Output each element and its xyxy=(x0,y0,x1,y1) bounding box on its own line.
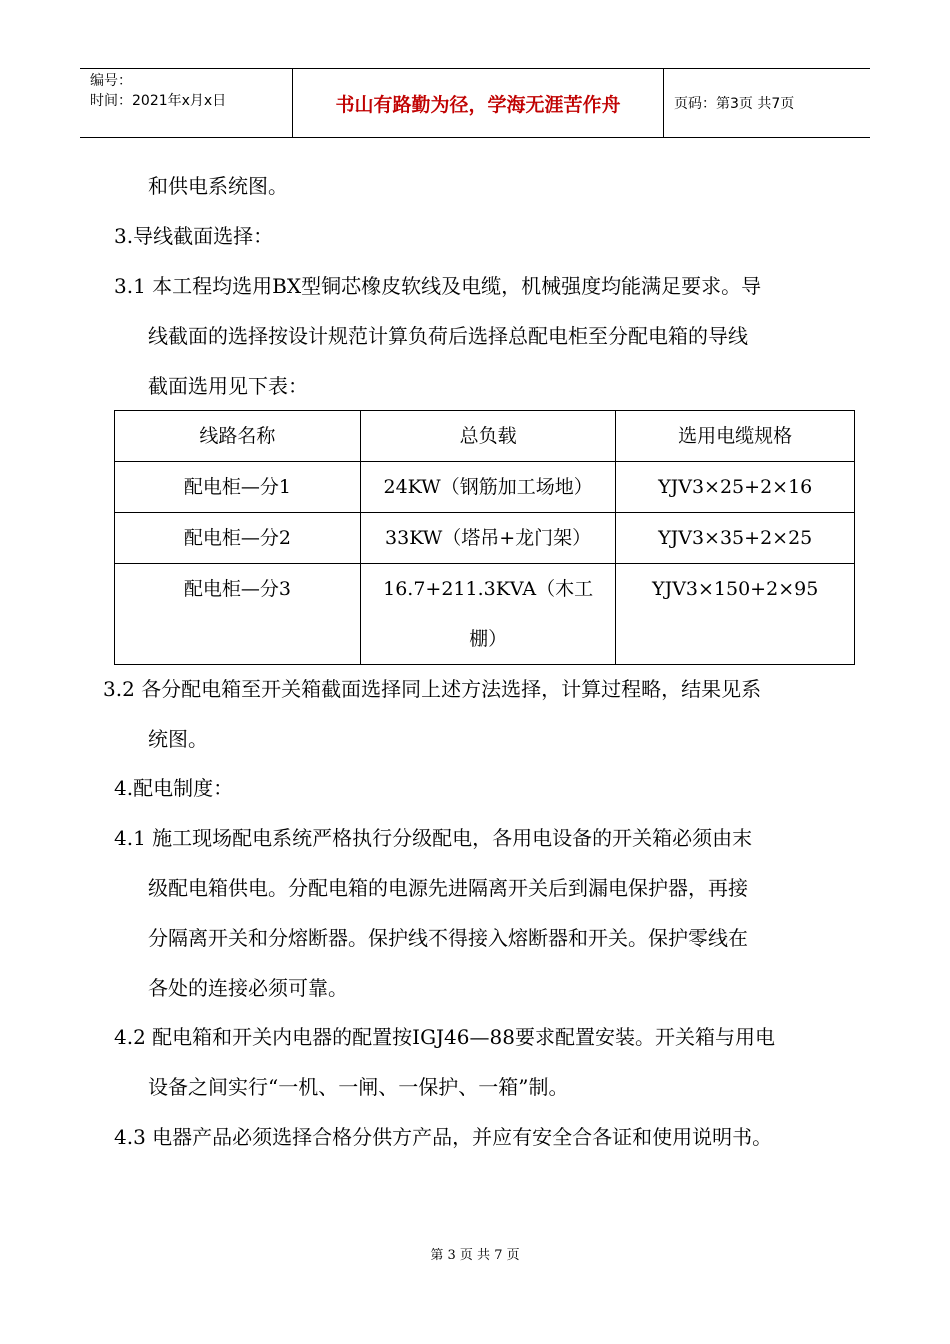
text-line: 分隔离开关和分熔断器。保护线不得接入熔断器和开关。保护零线在 xyxy=(148,926,748,950)
table-cell: YJV3×150+2×95 xyxy=(616,564,855,665)
text-line: 3.1 本工程均选用BX型铜芯橡皮软线及电缆，机械强度均能满足要求。导 xyxy=(114,274,762,298)
text-line: 4.1 施工现场配电系统严格执行分级配电，各用电设备的开关箱必须由末 xyxy=(114,826,753,850)
table-cell: 24KW（钢筋加工场地） xyxy=(360,462,615,513)
document-number-label: 编号： xyxy=(90,73,132,89)
text-line: 级配电箱供电。分配电箱的电源先进隔离开关后到漏电保护器，再接 xyxy=(148,876,748,900)
text-line: 线截面的选择按设计规范计算负荷后选择总配电柜至分配电箱的导线 xyxy=(148,324,748,348)
cable-selection-table xyxy=(114,410,855,665)
table-header-cell: 线路名称 xyxy=(115,411,361,462)
section-heading-3 xyxy=(114,211,273,261)
heading-text: 4.配电制度： xyxy=(114,776,234,800)
text-line: 4.3 电器产品必须选择合格分供方产品，并应有安全合各证和使用说明书。 xyxy=(114,1125,773,1149)
paragraph-continued xyxy=(148,161,288,211)
paragraph-4-3 xyxy=(114,1112,772,1162)
table-row xyxy=(115,564,855,665)
text-line: 3.2 各分配电箱至开关箱截面选择同上述方法选择，计算过程略，结果见系 xyxy=(103,677,762,701)
table-cell-line: 棚） xyxy=(469,628,508,650)
table-row xyxy=(115,462,855,513)
table-row xyxy=(115,513,855,564)
header-meta xyxy=(80,69,293,137)
text-line: 截面选用见下表： xyxy=(148,374,308,398)
table-header-cell: 总负载 xyxy=(360,411,615,462)
text-line: 各处的连接必须可靠。 xyxy=(148,976,348,1000)
header-motto: 书山有路勤为径，学海无涯苦作舟 xyxy=(293,69,664,137)
page-footer: 第 3 页 共 7 页 xyxy=(430,1248,520,1263)
table-cell xyxy=(360,564,615,665)
paragraph-4-2 xyxy=(114,1012,775,1112)
section-heading-4 xyxy=(114,763,233,813)
page-header xyxy=(80,68,870,138)
document-date: 时间：2021年x月x日 xyxy=(90,93,227,109)
table-cell: 配电柜—分2 xyxy=(115,513,361,564)
table-header-cell: 选用电缆规格 xyxy=(616,411,855,462)
text-line: 设备之间实行“一机、一闸、一保护、一箱”制。 xyxy=(148,1075,569,1099)
paragraph-4-1 xyxy=(114,813,752,1013)
table-cell: YJV3×35+2×25 xyxy=(616,513,855,564)
table-cell: YJV3×25+2×16 xyxy=(616,462,855,513)
text-line: 和供电系统图。 xyxy=(148,174,288,198)
paragraph-3-2 xyxy=(103,664,761,764)
text-line: 4.2 配电箱和开关内电器的配置按IGJ46—88要求配置安装。开关箱与用电 xyxy=(114,1025,775,1049)
paragraph-3-1 xyxy=(114,261,761,411)
table-cell: 配电柜—分1 xyxy=(115,462,361,513)
heading-text: 3.导线截面选择： xyxy=(114,224,274,248)
header-page-info: 页码：第3页 共7页 xyxy=(674,96,795,112)
table-cell-line: 16.7+211.3KVA（木工 xyxy=(383,578,594,600)
table-header-row xyxy=(115,411,855,462)
text-line: 统图。 xyxy=(148,727,208,751)
table-cell: 33KW（塔吊+龙门架） xyxy=(360,513,615,564)
table-cell: 配电柜—分3 xyxy=(115,564,361,665)
